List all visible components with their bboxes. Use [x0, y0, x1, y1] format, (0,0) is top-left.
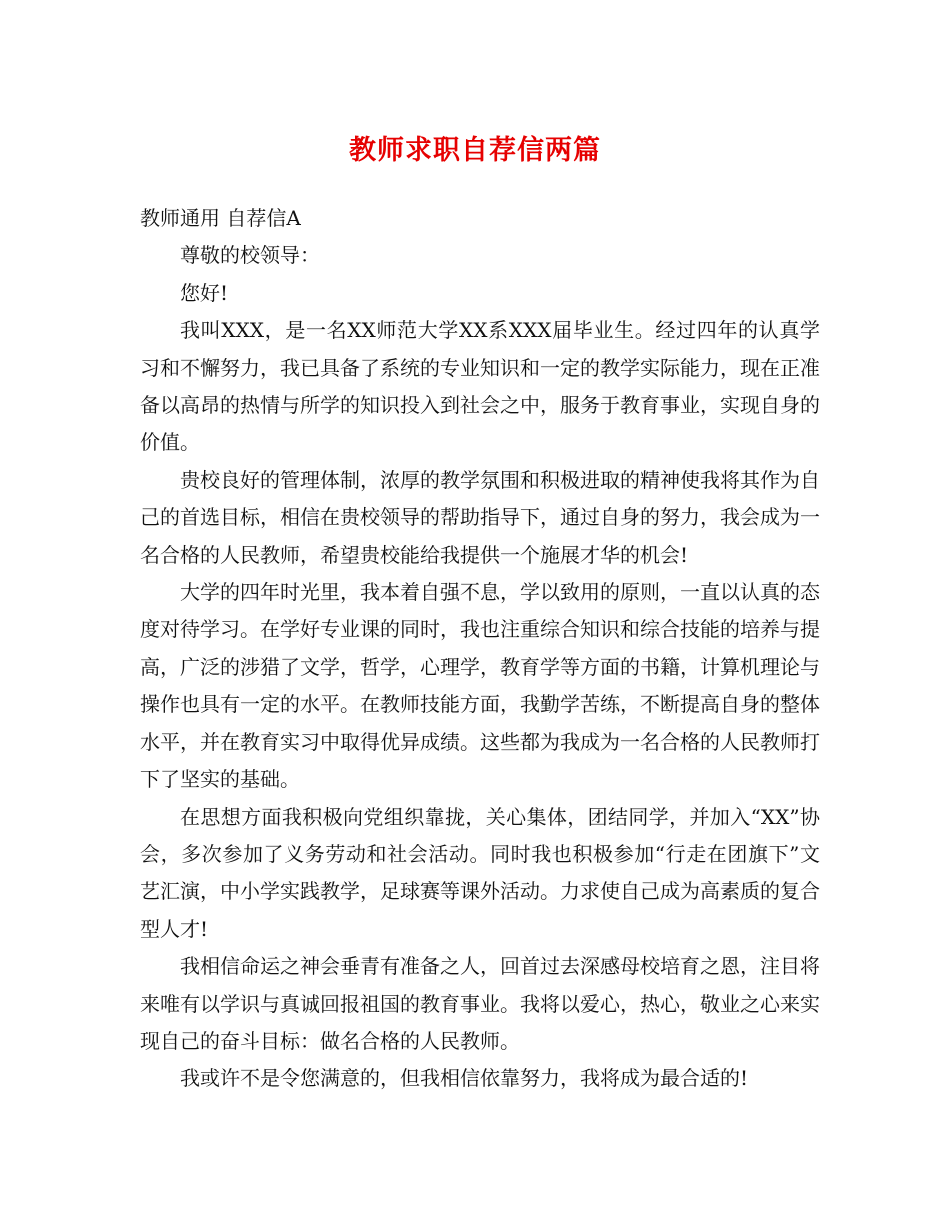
paragraph-school-choice: 贵校良好的管理体制，浓厚的教学氛围和积极进取的精神使我将其作为自己的首选目标，相信在贵校领导的帮助指导下，通过自身的努力，我会成为一名合格的人民教师，希望贵校能给我提供一个施展才华的机会!	[140, 467, 820, 567]
paragraph-intro: 我叫XXX，是一名XX师范大学XX系XXX届毕业生。经过四年的认真学习和不懈努力，我已具备了系统的专业知识和一定的教学实际能力，现在正准备以高昂的热情与所学的知识投入到社会之中，服务于教育事业，实现自身的价值。	[140, 318, 820, 455]
paragraph-closing: 我或许不是令您满意的，但我相信依靠努力，我将成为最合适的!	[180, 1066, 749, 1091]
greeting: 您好!	[180, 280, 229, 305]
paragraph-aspiration: 我相信命运之神会垂青有准备之人，回首过去深感母校培育之恩，注目将来唯有以学识与真诚回报祖国的教育事业。我将以爱心，热心，敬业之心来实现自己的奋斗目标：做名合格的人民教师。	[140, 954, 820, 1053]
salutation: 尊敬的校领导：	[180, 243, 320, 268]
paragraph-ideology: 在思想方面我积极向党组织靠拢，关心集体，团结同学，并加入“XX”协会，多次参加了义务劳动和社会活动。同时我也积极参加“行走在团旗下”文艺汇演，中小学实践教学，足球赛等课外活动。力求使自己成为高素质的复合型人才!	[140, 804, 820, 941]
document-title: 教师求职自荐信两篇	[349, 135, 601, 166]
letter-body	[140, 200, 820, 1098]
section-heading: 教师通用 自荐信A	[140, 206, 301, 230]
paragraph-study: 大学的四年时光里，我本着自强不息，学以致用的原则，一直以认真的态度对待学习。在学好专业课的同时，我也注重综合知识和综合技能的培养与提高，广泛的涉猎了文学，哲学，心理学，教育学等方面的书籍，计算机理论与操作也具有一定的水平。在教师技能方面，我勤学苦练，不断提高自身的整体水平，并在教育实习中取得优异成绩。这些都为我成为一名合格的人民教师打下了坚实的基础。	[140, 580, 820, 792]
